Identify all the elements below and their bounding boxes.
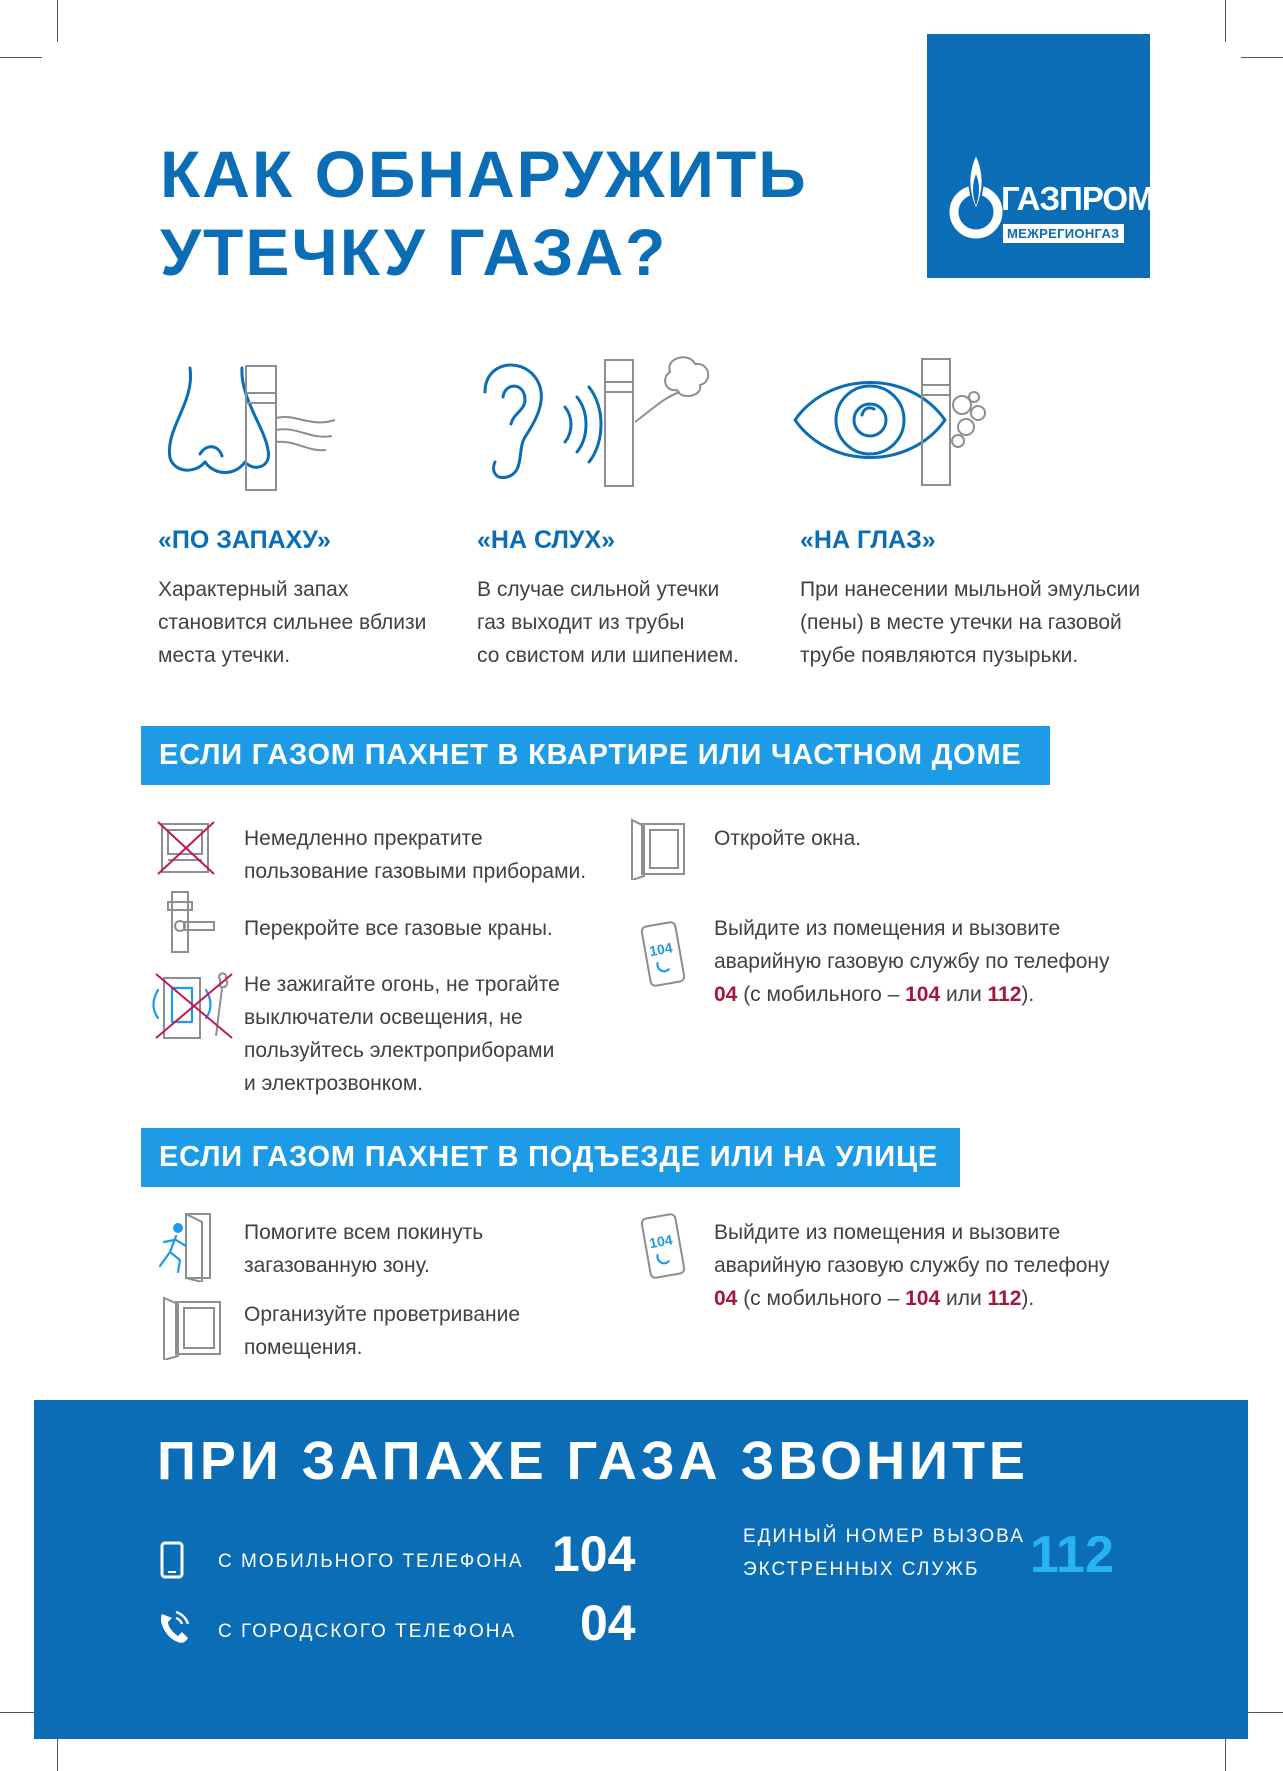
number-104: 104 — [905, 983, 941, 1006]
phone-104-icon — [640, 1212, 688, 1282]
call-panel-title: ПРИ ЗАПАХЕ ГАЗА ЗВОНИТЕ — [157, 1431, 1029, 1491]
section-bar-street: ЕСЛИ ГАЗОМ ПАХНЕТ В ПОДЪЕЗДЕ ИЛИ НА УЛИЦЕ — [141, 1128, 960, 1187]
number-112: 112 — [987, 1287, 1022, 1310]
number-112: 112 — [987, 983, 1022, 1006]
gazprom-flame-icon — [947, 150, 1005, 240]
crop-mark — [0, 57, 42, 58]
no-fire-switch-icon — [150, 970, 240, 1042]
window-open-icon — [630, 818, 690, 880]
method-text-hearing: В случае сильной утечки газ выходит из трубы со свистом или шипением. — [477, 578, 739, 667]
method-heading-smell: «ПО ЗАПАХУ» — [158, 526, 331, 554]
number-04: 04 — [714, 1287, 738, 1310]
instruction-no-fire: Не зажигайте огонь, не трогайте выключатели освещения, не пользуйтесь электроприборами и электрозвонком. — [244, 973, 560, 1095]
instruction-stop-appliances: Немедленно прекратите пользование газовыми приборами. — [244, 827, 587, 883]
title-line-1: КАК ОБНАРУЖИТЬ — [160, 137, 808, 211]
emergency-label: ЕДИНЫЙ НОМЕР ВЫЗОВА ЭКСТРЕННЫХ СЛУЖБ — [743, 1526, 1025, 1580]
call-panel — [34, 1400, 1248, 1739]
crop-mark — [1241, 57, 1283, 58]
stove-crossed-icon — [156, 820, 216, 876]
nose-icon — [160, 358, 340, 498]
crop-mark — [1225, 0, 1226, 42]
landline-label: С ГОРОДСКОГО ТЕЛЕФОНА — [218, 1621, 517, 1642]
mobile-number: 104 — [552, 1526, 636, 1582]
ear-icon — [465, 352, 715, 492]
page-title — [160, 135, 880, 291]
phone-104-icon — [640, 920, 688, 990]
number-04: 04 — [714, 983, 738, 1006]
instruction-help-evacuate: Помогите всем покинуть загазованную зону. — [244, 1221, 484, 1277]
mobile-label: С МОБИЛЬНОГО ТЕЛЕФОНА — [218, 1551, 524, 1572]
window-vent-icon — [162, 1296, 224, 1360]
instruction-call-emergency-home: Выйдите из помещения и вызовите аварийную газовую службу по телефону 04 (с мобильного – 104 или 112). — [714, 917, 1110, 1006]
mobile-phone-icon — [160, 1541, 184, 1579]
instruction-call-emergency-street: Выйдите из помещения и вызовите аварийную газовую службу по телефону 04 (с мобильного – 104 или 112). — [714, 1221, 1110, 1310]
method-heading-hearing: «НА СЛУХ» — [477, 526, 616, 554]
instruction-open-windows: Откройте окна. — [714, 827, 862, 850]
svg-text:104: 104 — [647, 1231, 674, 1252]
logo-subtitle: МЕЖРЕГИОНГАЗ — [1003, 224, 1124, 243]
svg-text:104: 104 — [647, 939, 674, 960]
section-bar-home: ЕСЛИ ГАЗОМ ПАХНЕТ В КВАРТИРЕ ИЛИ ЧАСТНОМ ДОМЕ — [141, 726, 1050, 785]
exit-person-icon — [152, 1210, 218, 1282]
landline-number: 04 — [580, 1595, 636, 1651]
instruction-ventilate: Организуйте проветривание помещения. — [244, 1303, 521, 1359]
method-heading-sight: «НА ГЛАЗ» — [800, 526, 936, 554]
logo-brand: ГАЗПРОМ — [1001, 180, 1154, 217]
gas-valve-icon — [158, 890, 218, 954]
handset-icon — [156, 1608, 194, 1648]
method-text-sight: При нанесении мыльной эмульсии (пены) в месте утечки на газовой трубе появляются пузырьки. — [800, 578, 1141, 667]
eye-icon — [790, 355, 1000, 490]
crop-mark — [57, 0, 58, 42]
instruction-close-valves: Перекройте все газовые краны. — [244, 917, 553, 940]
method-text-smell: Характерный запах становится сильнее вблизи места утечки. — [158, 578, 427, 667]
gazprom-logo — [927, 34, 1154, 278]
title-line-2: УТЕЧКУ ГАЗА? — [160, 215, 668, 289]
emergency-number: 112 — [1030, 1526, 1114, 1584]
number-104: 104 — [905, 1287, 941, 1310]
